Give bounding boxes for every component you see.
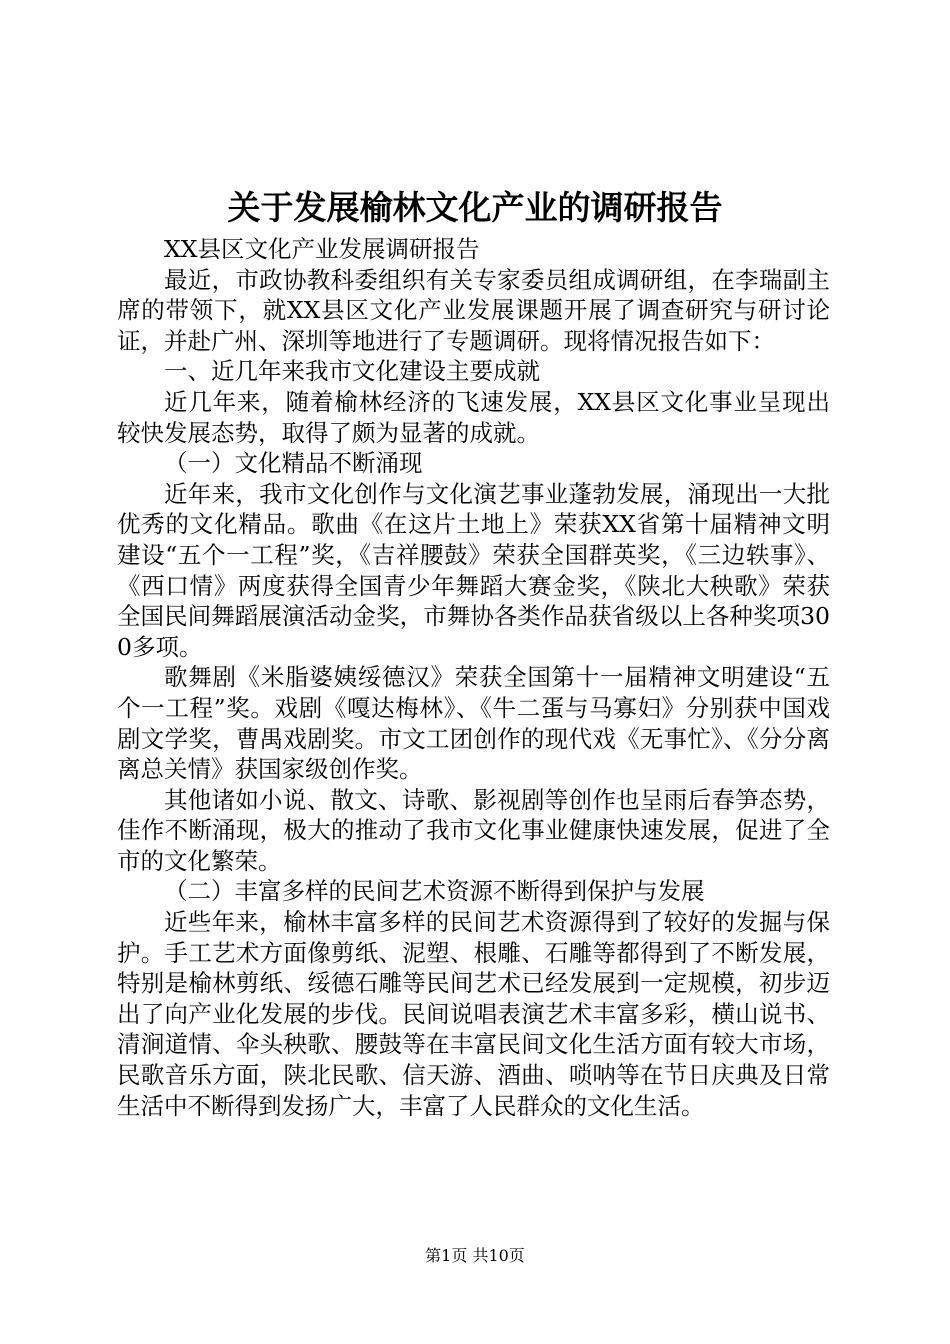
page-number-footer: 第1页 共10页	[425, 1246, 525, 1265]
document-title: 关于发展榆林文化产业的调研报告	[227, 188, 723, 227]
paragraph: 近几年来，随着榆林经济的飞速发展，XX县区文化事业呈现出较快发展态势，取得了颇为显著的成就。	[117, 387, 830, 447]
paragraph-intro: 最近，市政协教科委组织有关专家委员组成调研组，在李瑞副主席的带领下，就XX县区文化产业发展课题开展了调查研究与研讨论证，并赴广州、深圳等地进行了专题调研。现将情况报告如下：	[117, 265, 830, 355]
document-body	[117, 234, 830, 1121]
paragraph: 歌舞剧《米脂婆姨绥德汉》荣获全国第十一届精神文明建设“五个一工程”奖。戏剧《嘎达梅林》、《牛二蛋与马寡妇》分别获中国戏剧文学奖，曹禺戏剧奖。市文工团创作的现代戏《无事忙》、《分分离离总关情》获国家级创作奖。	[117, 663, 830, 784]
paragraph: 其他诸如小说、散文、诗歌、影视剧等创作也呈雨后春笋态势，佳作不断涌现，极大的推动了我市文化事业健康快速发展，促进了全市的文化繁荣。	[117, 785, 830, 875]
paragraph-subtitle: XX县区文化产业发展调研报告	[164, 235, 480, 263]
subsection-heading-2: （二）丰富多样的民间艺术资源不断得到保护与发展	[164, 877, 705, 906]
paragraph: 近些年来，榆林丰富多样的民间艺术资源得到了较好的发掘与保护。手工艺术方面像剪纸、泥塑、根雕、石雕等都得到了不断发展，特别是榆林剪纸、绥德石雕等民间艺术已经发展到一定规模，初步迈出了向产业化发展的步伐。民间说唱表演艺术丰富多彩，横山说书、清涧道情、伞头秧歌、腰鼓等在丰富民间文化生活方面有较大市场，民歌音乐方面，陕北民歌、信天游、酒曲、唢呐等在节日庆典及日常生活中不断得到发扬广大，丰富了人民群众的文化生活。	[117, 908, 830, 1120]
paragraph: 近年来，我市文化创作与文化演艺事业蓬勃发展，涌现出一大批优秀的文化精品。歌曲《在这片土地上》荣获XX省第十届精神文明建设“五个一工程”奖，《吉祥腰鼓》荣获全国群英奖，《三边轶事》、《西口情》两度获得全国青少年舞蹈大赛金奖，《陕北大秧歌》荣获全国民间舞蹈展演活动金奖，市舞协各类作品获省级以上各种奖项300多项。	[117, 479, 830, 661]
subsection-heading-1: （一）文化精品不断涌现	[164, 449, 423, 478]
section-heading-1: 一、近几年来我市文化建设主要成就	[164, 357, 540, 386]
